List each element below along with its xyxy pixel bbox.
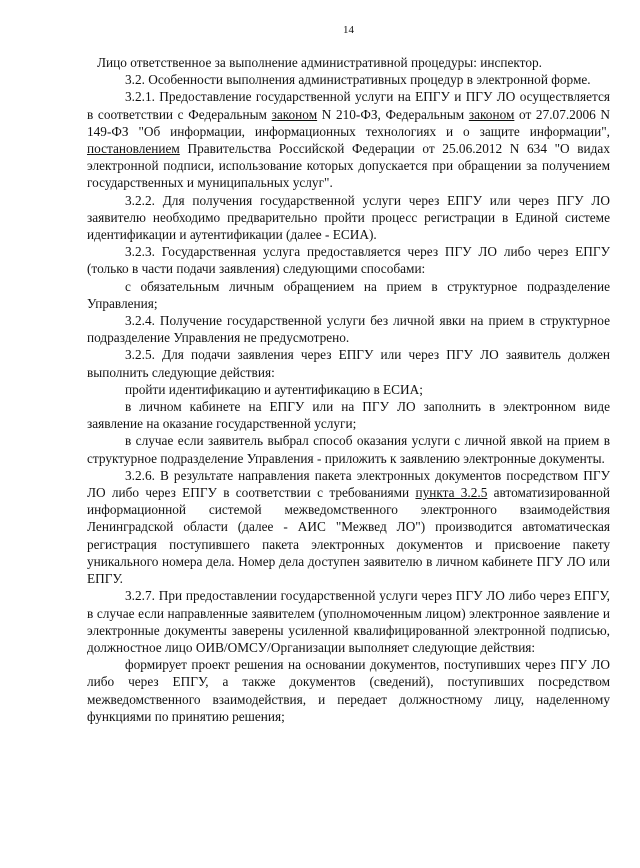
paragraph-responsible-person: Лицо ответственное за выполнение административной процедуры: инспектор. <box>97 55 542 70</box>
paragraph-3-2-1-text-d: Правительства Российской Федерации от 25.06.2012 N 634 "О видах электронной подписи, использование которых допускается при обращении за получением государственных и муниципальных услуг". <box>87 141 610 191</box>
paragraph-3-2-7: 3.2.7. При предоставлении государственной услуги через ПГУ ЛО либо через ЕПГУ, в случае если направленные заявителем (уполномоченным лицом) электронное заявление и электронные документы заверены усиленной квалифицированной электронной подписью, должностное лицо ОИВ/ОМСУ/Организации выполняет следующие действия: <box>87 588 610 655</box>
paragraph-3-2-3: 3.2.3. Государственная услуга предоставляется через ПГУ ЛО либо через ЕПГУ (только в части подачи заявления) следующими способами: <box>87 244 610 277</box>
paragraph-3-2-1 <box>87 88 610 191</box>
law-link-149[interactable]: законом <box>468 106 515 122</box>
law-link-210[interactable]: законом <box>271 106 318 122</box>
paragraph-3-2-1-text-b: N 210-ФЗ, Федеральным <box>317 106 469 122</box>
paragraph-3-2-1-text-a: 3.2.1. Предоставление государственной услуги на ЕПГУ и ПГУ ЛО осуществляется в соответствии с Федеральным <box>87 89 610 122</box>
paragraph-3-2: 3.2. Особенности выполнения административных процедур в электронной форме. <box>125 72 591 88</box>
paragraph-3-2-6-text-a: 3.2.6. В результате направления пакета электронных документов посредством ПГУ ЛО либо через ЕПГУ в соответствии с требованиями <box>87 467 610 501</box>
page-number: 14 <box>343 24 354 36</box>
paragraph-forms-draft-decision: формирует проект решения на основании документов, поступивших через ПГУ ЛО либо через ЕПГУ, а также документов (сведений), поступивших посредством межведомственного взаимодействия, и передает должностному лицу, наделенному функциями по принятию решения; <box>87 657 610 724</box>
paragraph-3-2-4: 3.2.4. Получение государственной услуги без личной явки на прием в структурное подразделение Управления не предусмотрено. <box>87 313 610 346</box>
paragraph-3-2-1-text-c: от 27.07.2006 N 149-ФЗ "Об информации, информационных технологиях и о защите информации", <box>87 106 611 139</box>
document-body <box>87 54 610 725</box>
paragraph-3-2-5: 3.2.5. Для подачи заявления через ЕПГУ или через ПГУ ЛО заявитель должен выполнить следующие действия: <box>87 347 610 380</box>
paragraph-step-attach-documents: в случае если заявитель выбрал способ оказания услуги с личной явкой на прием в структурное подразделение Управления - приложить к заявлению электронные документы. <box>87 433 610 466</box>
resolution-link-634[interactable]: постановлением <box>87 141 180 157</box>
paragraph-step-esia: пройти идентификацию и аутентификацию в ЕСИА; <box>125 381 423 397</box>
clause-link-3-2-5[interactable]: пункта 3.2.5 <box>415 485 488 501</box>
paragraph-3-2-6-text-b: автоматизированной информационной системой межведомственного электронного взаимодействия Ленинградской области (далее - АИС "Межвед ЛО") производится автоматическая регистрация поступившего пакета электронных документов и присвоение пакету уникального номера дела. Номер дела доступен заявителю в личном кабинете ПГУ ЛО или ЕПГУ. <box>87 485 610 587</box>
paragraph-3-2-2: 3.2.2. Для получения государственной услуги через ЕПГУ или через ПГУ ЛО заявителю необходимо предварительно пройти процесс регистрации в Единой системе идентификации и аутентификации (далее - ЕСИА). <box>87 192 610 243</box>
paragraph-step-fill-application: в личном кабинете на ЕПГУ или на ПГУ ЛО заполнить в электронном виде заявление на оказание государственной услуги; <box>87 399 610 432</box>
paragraph-method-personal-visit: с обязательным личным обращением на прием в структурное подразделение Управления; <box>87 278 610 311</box>
paragraph-3-2-6 <box>87 467 610 587</box>
